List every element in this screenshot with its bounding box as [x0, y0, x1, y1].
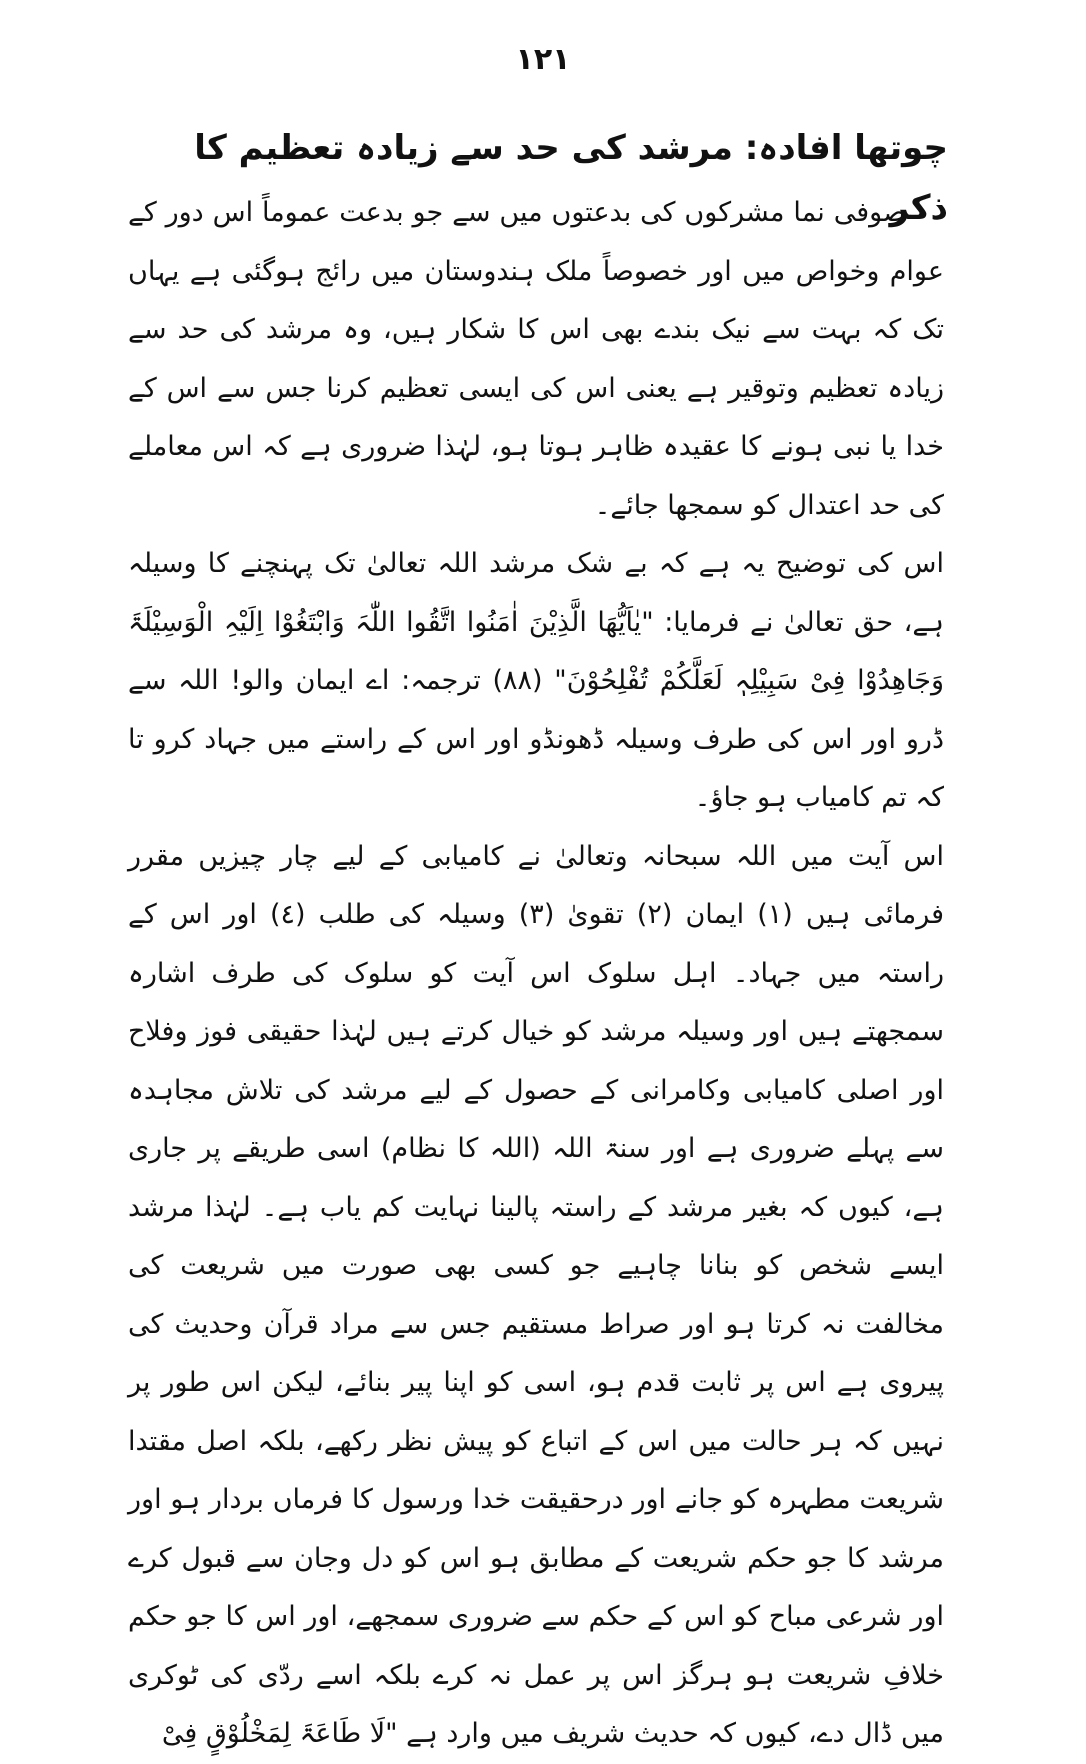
paragraph-2: اس کی توضیح یہ ہے کہ بے شک مرشد اللہ تعالیٰ تک پہنچنے کا وسیلہ ہے، حق تعالیٰ نے فرمایا: "یٰاَیُّھَا الَّذِیْنَ اٰمَنُوا اتَّقُوا اللّٰہَ وَابْتَغُوْا اِلَیْہِ الْوَسِیْلَۃَ وَجَاھِدُوْا فِیْ سَبِیْلِہٖ لَعَلَّکُمْ تُفْلِحُوْنَ" (٨٨) ترجمہ: اے ایمان والو! اللہ سے ڈرو اور اس کی طرف وسیلہ ڈھونڈو اور اس کے راستے میں جہاد کرو تا کہ تم کامیاب ہو جاؤ۔: [128, 548, 944, 813]
paragraph-3: اس آیت میں اللہ سبحانہ وتعالیٰ نے کامیابی کے لیے چار چیزیں مقرر فرمائی ہیں (١) ایمان (٢) تقویٰ (٣) وسیلہ کی طلب (٤) اور اس کے راستہ میں جہاد۔ اہل سلوک اس آیت کو سلوک کی طرف اشارہ سمجھتے ہیں اور وسیلہ مرشد کو خیال کرتے ہیں لہٰذا حقیقی فوز وفلاح اور اصلی کامیابی وکامرانی کے حصول کے لیے مرشد کی تلاش مجاہدہ سے پہلے ضروری ہے اور سنۃ اللہ (اللہ کا نظام) اسی طریقے پر جاری ہے، کیوں کہ بغیر مرشد کے راستہ پالینا نہایت کم یاب ہے۔ لہٰذا مرشد ایسے شخص کو بنانا چاہیے جو کسی بھی صورت میں شریعت کی مخالفت نہ کرتا ہو اور صراط مستقیم جس سے مراد قرآن وحدیث کی پیروی ہے اس پر ثابت قدم ہو، اسی کو اپنا پیر بنائے، لیکن اس طور پر نہیں کہ ہر حالت میں اس کے اتباع کو پیش نظر رکھے، بلکہ اصل مقتدا شریعت مطہرہ کو جانے اور درحقیقت خدا ورسول کا فرماں بردار ہو اور مرشد کا جو حکم شریعت کے مطابق ہو اس کو دل وجان سے قبول کرے اور شرعی مباح کو اس کے حکم سے ضروری سمجھے، اور اس کا جو حکم خلافِ شریعت ہو ہرگز اس پر عمل نہ کرے بلکہ اسے ردّی کی ٹوکری میں ڈال دے، کیوں کہ حدیث شریف میں وارد ہے "لَا طَاعَۃَ لِمَخْلُوْقٍ فِیْ: [128, 840, 944, 1749]
body-text: [128, 184, 944, 1764]
section-heading: چوتھا افادہ: مرشد کی حد سے زیادہ تعظیم کا ذکر: [194, 128, 948, 228]
page-number: ١٢١: [515, 42, 571, 77]
paragraph-1: صوفی نما مشرکوں کی بدعتوں میں سے جو بدعت عموماً اس دور کے عوام وخواص میں اور خصوصاً ملک ہندوستان میں رائج ہوگئی ہے یہاں تک کہ بہت سے نیک بندے بھی اس کا شکار ہیں، وہ مرشد کی حد سے زیادہ تعظیم وتوقیر ہے یعنی اس کی ایسی تعظیم کرنا جس سے اس کے خدا یا نبی ہونے کا عقیدہ ظاہر ہوتا ہو، لہٰذا ضروری ہے کہ اس معاملے کی حد اعتدال کو سمجھا جائے۔: [128, 197, 944, 521]
